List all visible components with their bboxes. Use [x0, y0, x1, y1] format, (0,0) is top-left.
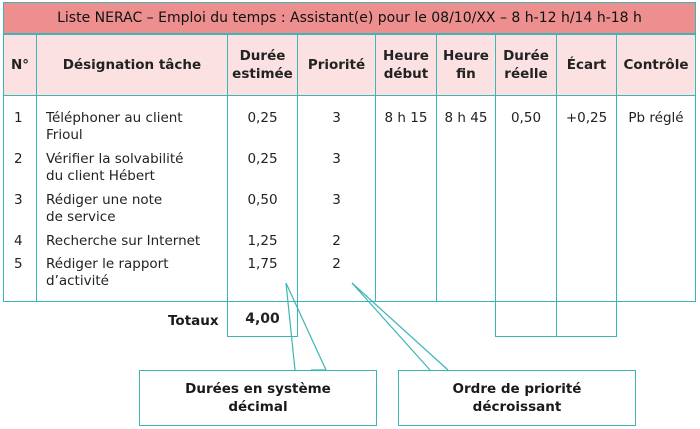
- row1-duration: 0,25: [247, 110, 278, 126]
- row1-priority: 3: [332, 110, 341, 126]
- row4-priority: 2: [332, 233, 341, 249]
- row4-num: 4: [14, 233, 23, 249]
- totals-value: 4,00: [245, 311, 280, 327]
- header-control: Contrôle: [616, 34, 696, 96]
- row1-gap: +0,25: [565, 110, 608, 126]
- table-title: Liste NERAC – Emploi du temps : Assistant(e) pour le 08/10/XX – 8 h-12 h/14 h-18 h: [3, 2, 696, 34]
- row5-duration: 1,75: [247, 256, 278, 272]
- callout-priority-line2: décroissant: [472, 399, 562, 415]
- callout-priority: [398, 370, 636, 426]
- header-end-line2: fin: [456, 66, 476, 82]
- row1-real: 0,50: [510, 110, 542, 126]
- row1-start: 8 h 15: [384, 110, 428, 126]
- totals-gap-cell: [556, 301, 617, 337]
- totals-real-cell: [495, 301, 557, 337]
- header-duration-estimated: [227, 34, 298, 96]
- row5-num: 5: [14, 256, 23, 272]
- row2-duration: 0,25: [247, 151, 278, 167]
- header-duration-real-line2: réelle: [504, 66, 548, 82]
- row3-task-line1: Rédiger une note: [46, 192, 163, 208]
- row5-task-line2: d’activité: [46, 273, 109, 289]
- row4-task-line1: Recherche sur Internet: [46, 233, 201, 249]
- row1-task-line2: Frioul: [46, 127, 83, 143]
- header-start-line1: Heure: [383, 48, 429, 64]
- row5-priority: 2: [332, 256, 341, 272]
- row3-duration: 0,50: [247, 192, 278, 208]
- callout-durations: [139, 370, 377, 426]
- row1-end: 8 h 45: [444, 110, 488, 126]
- row2-task-line2: du client Hébert: [46, 168, 155, 184]
- callout-durations-line1: Durées en système: [185, 381, 331, 397]
- row2-num: 2: [14, 151, 23, 167]
- header-end: [436, 34, 496, 96]
- totals-label: Totaux: [168, 313, 219, 329]
- header-gap: Écart: [556, 34, 617, 96]
- row2-task-line1: Vérifier la solvabilité: [46, 151, 184, 167]
- row1-control: Pb réglé: [628, 110, 684, 126]
- header-task: Désignation tâche: [36, 34, 228, 96]
- header-duration-estimated-line1: Durée: [239, 48, 286, 64]
- header-start-line2: début: [383, 66, 429, 82]
- header-duration-estimated-line2: estimée: [232, 66, 293, 82]
- header-priority: Priorité: [297, 34, 376, 96]
- row4-duration: 1,25: [247, 233, 278, 249]
- header-end-line1: Heure: [443, 48, 489, 64]
- callout-priority-line1: Ordre de priorité: [452, 381, 582, 397]
- row1-task-line1: Téléphoner au client: [46, 110, 183, 126]
- row3-num: 3: [14, 192, 23, 208]
- header-start: [375, 34, 437, 96]
- header-duration-real: [495, 34, 557, 96]
- header-duration-real-line1: Durée: [503, 48, 549, 64]
- header-num: N°: [3, 34, 37, 96]
- row3-task-line2: de service: [46, 209, 116, 225]
- row3-priority: 3: [332, 192, 341, 208]
- row2-priority: 3: [332, 151, 341, 167]
- row5-task-line1: Rédiger le rapport: [46, 256, 169, 272]
- row1-num: 1: [14, 110, 23, 126]
- callout-durations-line2: décimal: [228, 399, 288, 415]
